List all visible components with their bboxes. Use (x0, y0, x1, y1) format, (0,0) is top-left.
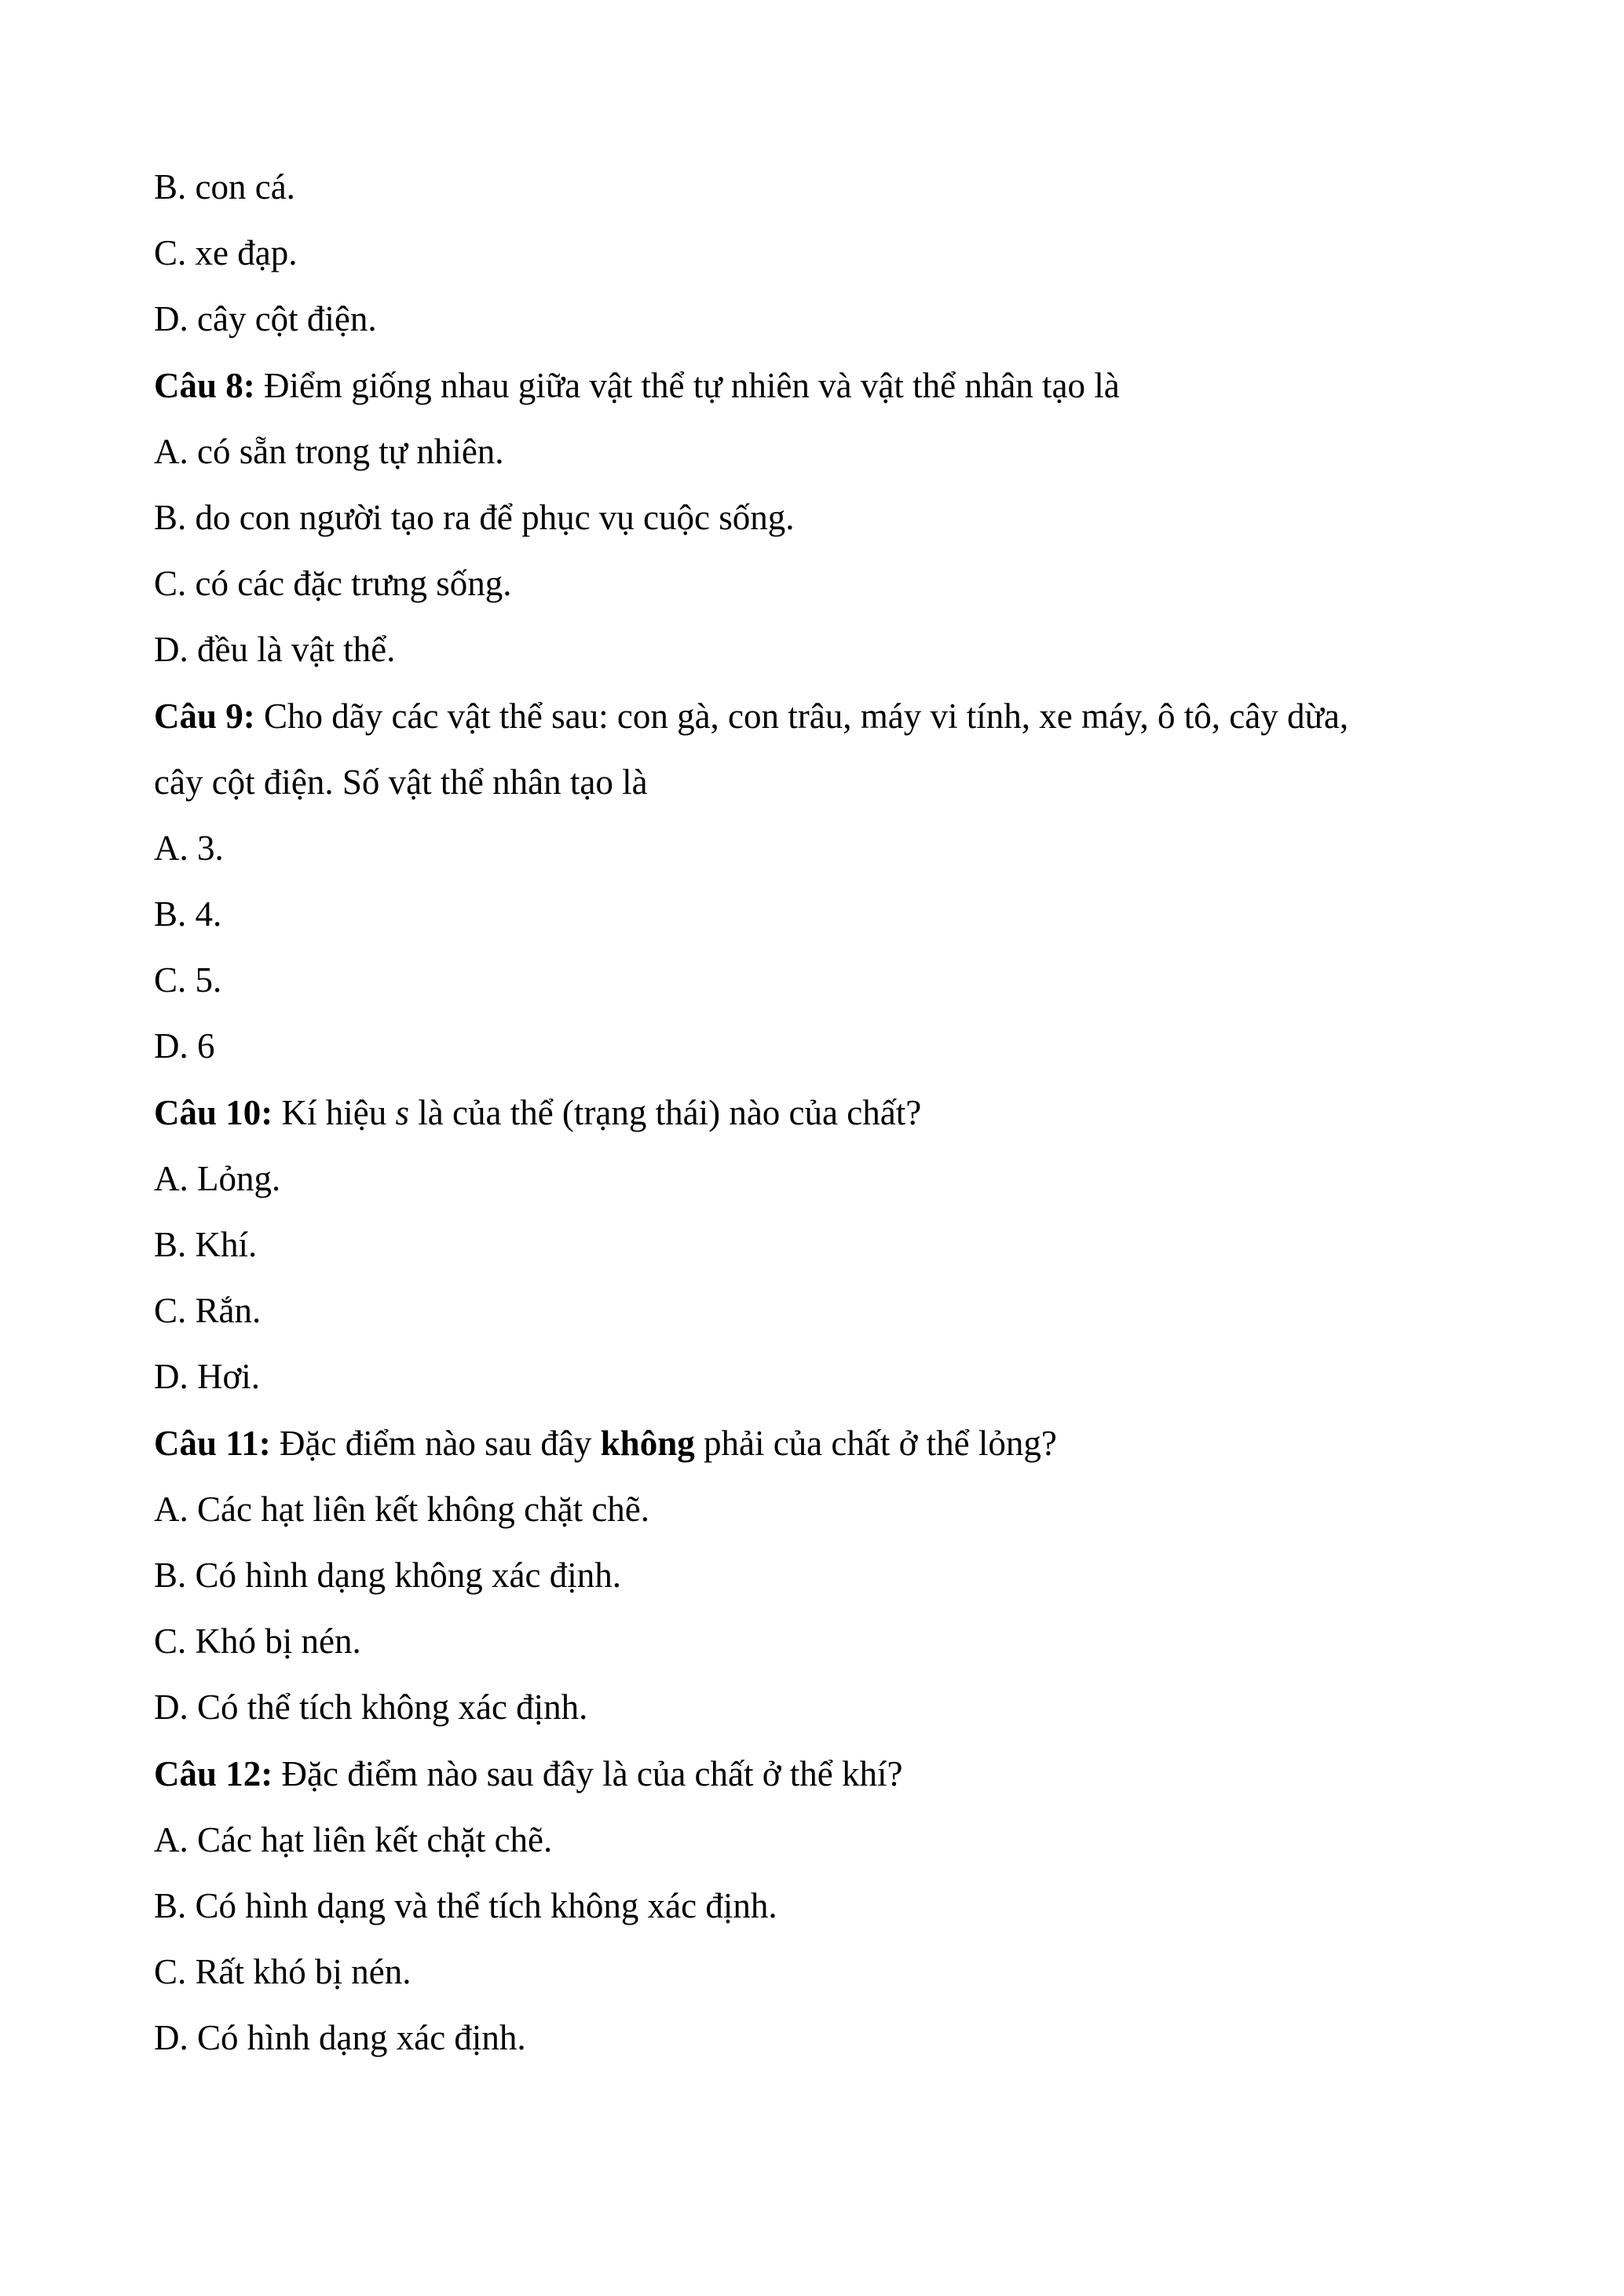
q11-option-d: D. Có thể tích không xác định. (154, 1687, 588, 1727)
q8-option-d: D. đều là vật thể. (154, 630, 396, 670)
q9-option-a: A. 3. (154, 828, 224, 868)
q10-text-after: là của thể (trạng thái) nào của chất? (409, 1092, 922, 1132)
q9-stem-continued: cây cột điện. Số vật thể nhân tạo là (154, 762, 648, 802)
q8-option-c: C. có các đặc trưng sống. (154, 564, 512, 604)
q8-option-a: A. có sẵn trong tự nhiên. (154, 431, 504, 471)
q9-stem (154, 683, 1489, 749)
q11-text-after: phải của chất ở thể lỏng? (694, 1423, 1057, 1463)
q7-option-d: D. cây cột điện. (154, 299, 377, 339)
q7-option-b: B. con cá. (154, 167, 295, 207)
q11-label: Câu 11: (154, 1423, 271, 1463)
q8-option-b: B. do con người tạo ra để phục vụ cuộc sống. (154, 497, 795, 537)
q11-stem (154, 1410, 1489, 1476)
q9-option-c: C. 5. (154, 960, 222, 1000)
q12-option-b: B. Có hình dạng và thể tích không xác định. (154, 1885, 777, 1925)
q11-emphasis: không (600, 1423, 695, 1463)
q11-option-a: A. Các hạt liên kết không chặt chẽ. (154, 1489, 650, 1529)
q11-option-b: B. Có hình dạng không xác định. (154, 1555, 621, 1595)
q8-text: Điểm giống nhau giữa vật thể tự nhiên và vật thể nhân tạo là (254, 365, 1120, 405)
q12-option-a: A. Các hạt liên kết chặt chẽ. (154, 1819, 553, 1859)
q10-option-d: D. Hơi. (154, 1357, 261, 1397)
q10-option-a: A. Lỏng. (154, 1158, 281, 1198)
q12-stem (154, 1741, 1489, 1807)
q11-text-before: Đặc điểm nào sau đây (270, 1423, 601, 1463)
q12-option-c: C. Rất khó bị nén. (154, 1952, 411, 1992)
q8-stem (154, 353, 1489, 419)
q9-option-d: D. 6 (154, 1026, 215, 1066)
q12-text: Đặc điểm nào sau đây là của chất ở thể khí? (272, 1753, 903, 1793)
q10-symbol: s (395, 1092, 410, 1132)
q10-stem (154, 1080, 1489, 1146)
q10-option-c: C. Rắn. (154, 1291, 262, 1331)
q10-label: Câu 10: (154, 1092, 273, 1132)
q11-option-c: C. Khó bị nén. (154, 1621, 361, 1662)
q9-label: Câu 9: (154, 696, 255, 736)
q10-text-before: Kí hiệu (272, 1092, 396, 1132)
q9-option-b: B. 4. (154, 894, 222, 934)
q8-label: Câu 8: (154, 365, 255, 405)
q12-option-d: D. Có hình dạng xác định. (154, 2018, 526, 2058)
document-page (154, 154, 1489, 2071)
q10-option-b: B. Khí. (154, 1225, 258, 1264)
q7-option-c: C. xe đạp. (154, 233, 298, 273)
q9-text-line1: Cho dãy các vật thể sau: con gà, con trâu, máy vi tính, xe máy, ô tô, cây dừa, (254, 696, 1349, 736)
q12-label: Câu 12: (154, 1753, 273, 1793)
